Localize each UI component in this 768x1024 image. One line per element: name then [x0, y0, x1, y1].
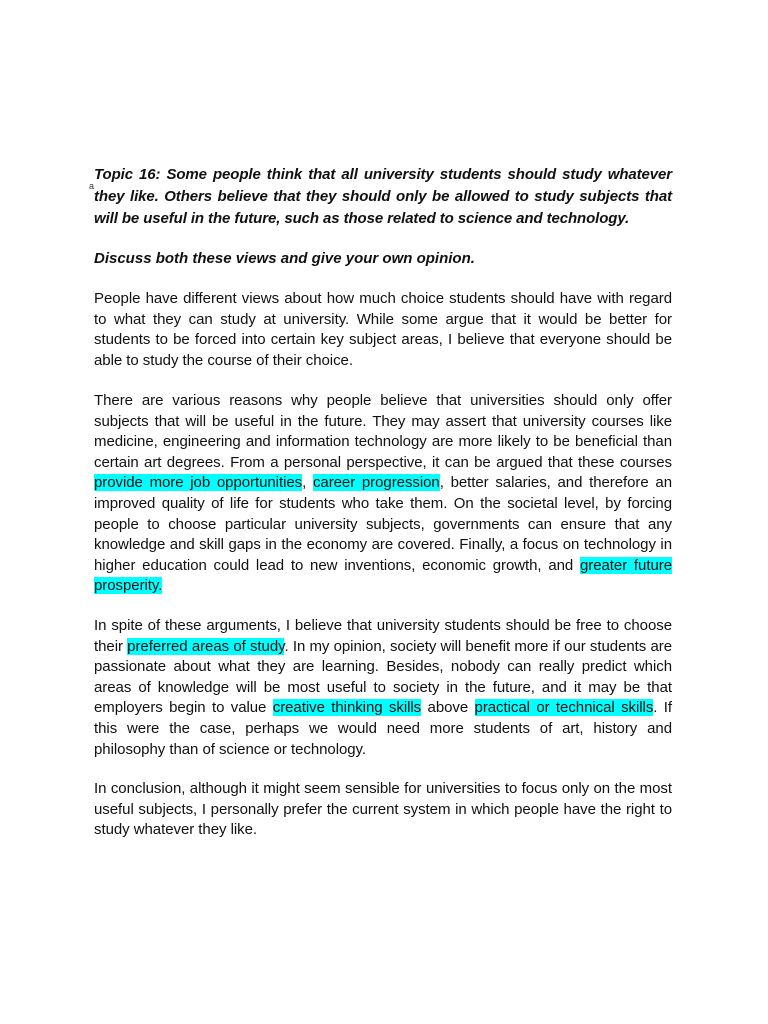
paragraph-conclusion: In conclusion, although it might seem sensible for universities to focus only on the most useful subjects, I personally prefer the current system in which people have the right to study whatever they like.	[94, 780, 672, 839]
paragraph-introduction: People have different views about how much choice students should have with regard to what they can study at university. While some argue that it would be better for students to be forced into certain key subject areas, I believe that everyone should be able to study the course of their choice.	[94, 290, 672, 369]
text-run: ,	[302, 474, 313, 492]
text-run: In spite of these arguments, I believe that university students should be free to choose their	[94, 617, 672, 655]
paragraph-body-1	[94, 391, 672, 597]
highlight-preferred-areas: preferred areas of study	[127, 637, 285, 655]
text-run: There are various reasons why people believe that universities should only offer subjects that will be useful in the future. They may assert that university courses like medicine, engineering and information technology are more likely to be beneficial than certain art degrees. From a personal perspective, it can be argued that these courses	[94, 392, 672, 471]
text-run: , better salaries, and therefore an improved quality of life for students who take them. On the societal level, by forcing people to choose particular university subjects, governments can ensure that any knowledge and skill gaps in the economy are covered. Finally, a focus on technology in higher education could lead to new inventions, economic growth, and	[94, 474, 672, 574]
highlight-practical-skills: practical or technical skills	[474, 699, 654, 717]
essay-topic: Topic 16: Some people think that all university students should study whatever they like. Others believe that they should only be allowed to study subjects that will be useful in the future, such as those related to science and technology.	[94, 166, 672, 227]
highlight-future-prosperity: greater future prosperity.	[94, 556, 672, 595]
text-run: . In my opinion, society will benefit more if our students are passionate about what they are learning. Besides, nobody can really predict which areas of knowledge will be most useful to society in the future, and it may be that employers begin to value	[94, 637, 673, 717]
highlight-career-progression: career progression	[312, 474, 440, 492]
essay-instruction: Discuss both these views and give your own opinion.	[94, 250, 475, 267]
text-run: above	[421, 699, 475, 717]
text-run: . If this were the case, perhaps we would need more students of art, history and philosophy than of science or technology.	[94, 699, 672, 758]
stray-mark: a	[89, 181, 95, 191]
highlight-creative-thinking: creative thinking skills	[272, 699, 422, 717]
highlight-job-opportunities: provide more job opportunities	[94, 474, 303, 492]
paragraph-body-2	[94, 616, 672, 760]
